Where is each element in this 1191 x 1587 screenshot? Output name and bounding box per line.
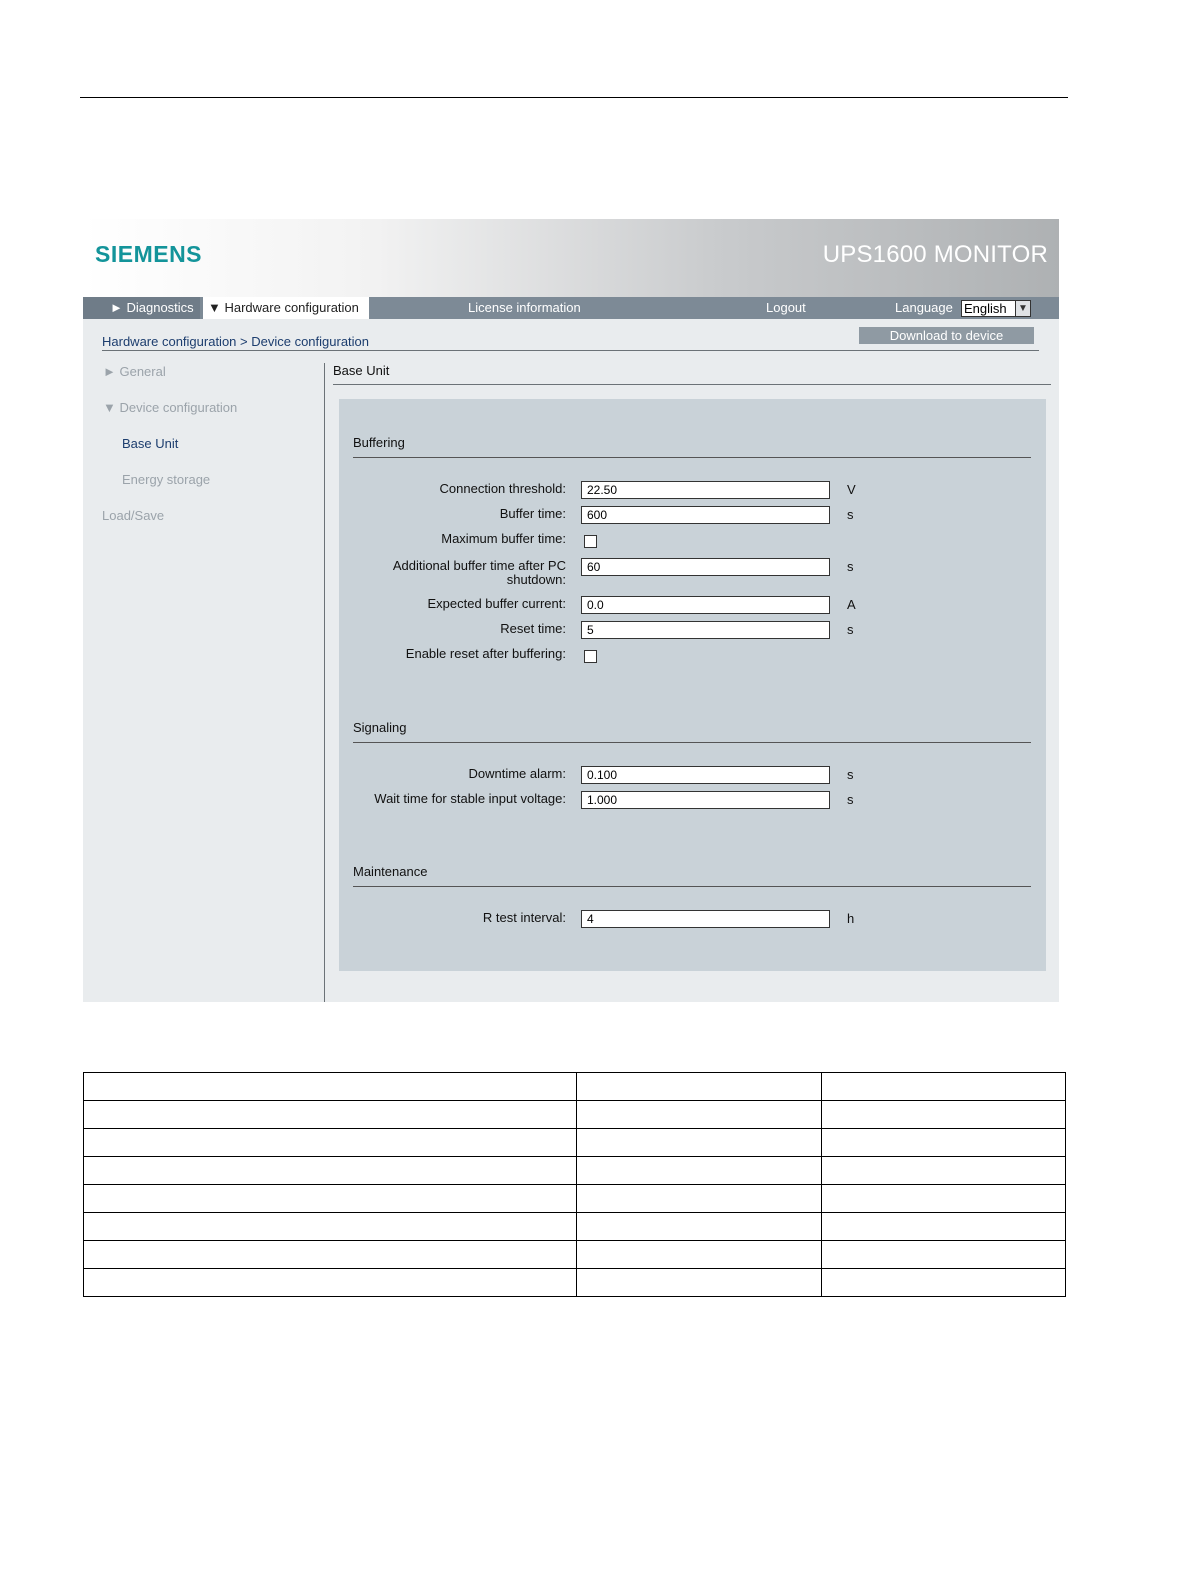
maintenance-title: Maintenance (353, 864, 428, 879)
tab-diagnostics[interactable]: ► Diagnostics (83, 297, 200, 319)
table-row (84, 1241, 1066, 1269)
r-test-interval-label: R test interval: (482, 910, 566, 925)
downtime-alarm-label: Downtime alarm: (468, 766, 566, 781)
table-cell (822, 1073, 1066, 1101)
table-cell (84, 1101, 577, 1129)
additional-buffer-time-label-line2: shutdown: (506, 572, 566, 587)
breadcrumb[interactable]: Hardware configuration > Device configuration (102, 334, 370, 349)
app-title: UPS1600 MONITOR (822, 241, 1048, 268)
additional-buffer-time-label-line1: Additional buffer time after PC (392, 558, 566, 573)
settings-panel (339, 399, 1046, 971)
buffering-title: Buffering (353, 435, 405, 450)
connection-threshold-unit: V (847, 482, 856, 497)
connection-threshold-input[interactable]: 22.50 (581, 481, 830, 499)
wait-time-unit: s (847, 792, 854, 807)
additional-buffer-time-label (393, 559, 566, 587)
table-cell (577, 1185, 822, 1213)
language-select[interactable] (961, 300, 1031, 317)
table-cell (577, 1129, 822, 1157)
enable-reset-checkbox[interactable] (584, 650, 597, 663)
table-cell (577, 1073, 822, 1101)
wait-time-label: Wait time for stable input voltage: (374, 791, 566, 806)
table-cell (84, 1129, 577, 1157)
maintenance-divider (353, 886, 1031, 887)
table-row (84, 1073, 1066, 1101)
table-cell (577, 1269, 822, 1297)
table-row (84, 1269, 1066, 1297)
signaling-title: Signaling (353, 720, 407, 735)
expected-buffer-current-unit: A (847, 597, 856, 612)
signaling-divider (353, 742, 1031, 743)
maximum-buffer-time-checkbox[interactable] (584, 535, 597, 548)
sidebar-divider (324, 363, 325, 1002)
sidebar-item-base-unit[interactable]: Base Unit (122, 436, 179, 451)
wait-time-input[interactable]: 1.000 (581, 791, 830, 809)
sidebar-item-energy-storage[interactable]: Energy storage (122, 472, 211, 487)
table-cell (822, 1269, 1066, 1297)
tab-license-information[interactable]: License information (468, 300, 581, 315)
buffering-divider (353, 457, 1031, 458)
siemens-logo: SIEMENS (95, 241, 203, 267)
maximum-buffer-time-label: Maximum buffer time: (441, 531, 566, 546)
table-cell (822, 1101, 1066, 1129)
buffer-time-label: Buffer time: (499, 506, 566, 521)
nav-bar (83, 297, 1059, 319)
additional-buffer-time-unit: s (847, 559, 854, 574)
ups-monitor-window (83, 219, 1059, 1002)
table-cell (84, 1241, 577, 1269)
logout-link[interactable]: Logout (766, 300, 806, 315)
title-divider (333, 384, 1051, 385)
download-to-device-button[interactable]: Download to device (859, 327, 1034, 344)
table-cell (84, 1213, 577, 1241)
language-value: English (964, 301, 1007, 316)
table-row (84, 1185, 1066, 1213)
table-cell (84, 1157, 577, 1185)
header-banner (83, 219, 1059, 297)
table-cell (577, 1213, 822, 1241)
buffer-time-unit: s (847, 507, 854, 522)
reset-time-input[interactable]: 5 (581, 621, 830, 639)
sidebar-item-general[interactable]: ► General (103, 364, 166, 379)
expected-buffer-current-label: Expected buffer current: (427, 596, 566, 611)
table-cell (577, 1157, 822, 1185)
table-cell (822, 1157, 1066, 1185)
table-cell (822, 1185, 1066, 1213)
downtime-alarm-input[interactable]: 0.100 (581, 766, 830, 784)
chevron-down-icon[interactable]: ▼ (1015, 301, 1030, 316)
table-row (84, 1213, 1066, 1241)
table-row (84, 1129, 1066, 1157)
table-cell (822, 1241, 1066, 1269)
table-row (84, 1101, 1066, 1129)
expected-buffer-current-input[interactable]: 0.0 (581, 596, 830, 614)
page-title: Base Unit (333, 363, 390, 378)
table-cell (822, 1213, 1066, 1241)
table-cell (84, 1269, 577, 1297)
additional-buffer-time-input[interactable]: 60 (581, 558, 830, 576)
tab-hardware-configuration[interactable]: ▼ Hardware configuration (203, 297, 369, 319)
table-cell (577, 1101, 822, 1129)
buffer-time-input[interactable]: 600 (581, 506, 830, 524)
empty-table (83, 1072, 1066, 1297)
sidebar-item-device-configuration[interactable]: ▼ Device configuration (103, 400, 238, 415)
breadcrumb-divider (102, 350, 1039, 351)
sidebar-item-load-save[interactable]: Load/Save (102, 508, 165, 523)
table-cell (84, 1073, 577, 1101)
connection-threshold-label: Connection threshold: (439, 481, 566, 496)
table-cell (84, 1185, 577, 1213)
page-top-rule (80, 97, 1068, 98)
reset-time-label: Reset time: (500, 621, 566, 636)
r-test-interval-unit: h (847, 911, 855, 926)
language-label: Language (895, 300, 953, 315)
table-cell (822, 1129, 1066, 1157)
table-cell (577, 1241, 822, 1269)
enable-reset-label: Enable reset after buffering: (405, 646, 566, 661)
reset-time-unit: s (847, 622, 854, 637)
r-test-interval-input[interactable]: 4 (581, 910, 830, 928)
table-row (84, 1157, 1066, 1185)
downtime-alarm-unit: s (847, 767, 854, 782)
